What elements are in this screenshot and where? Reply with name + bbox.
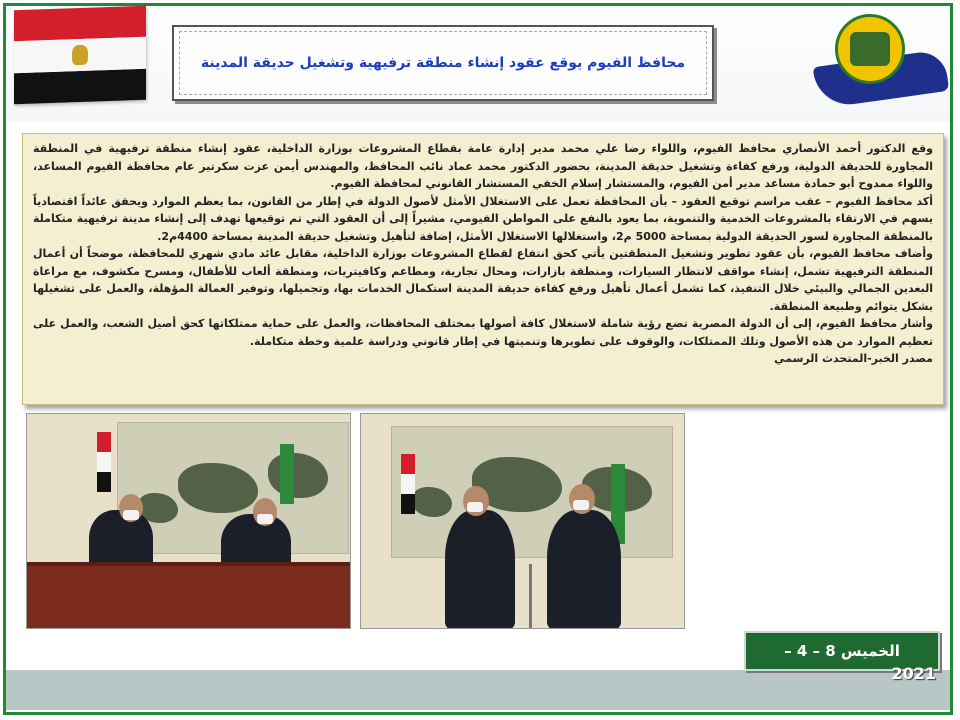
footer-band: [6, 670, 950, 710]
flag-left: [97, 432, 111, 492]
person-right-2: [547, 510, 621, 629]
wall-map-2: [391, 426, 673, 558]
date-day: الخميس 8 – 4 –: [784, 642, 900, 660]
green-flag: [280, 444, 294, 504]
egypt-flag-icon: [14, 6, 146, 105]
page-title: محافظ الفيوم يوقع عقود إنشاء منطقة ترفيهية وتشغيل حديقة المدينة: [200, 55, 686, 71]
date-year: 2021: [891, 664, 936, 683]
handshake-photo: [360, 413, 685, 629]
article-panel: [22, 133, 944, 405]
desk: [27, 562, 350, 628]
article-paragraph-3: وأضاف محافظ الفيوم، بأن عقود تطوير وتشغيل المنطقتين يأتي كحق انتفاع لقطاع المشروعات بوزارة الداخلية، مقابل عائد مادي شهري للمحافظة، موضحاً أن أعمال المنطقة الترفيهية تشمل، إنشاء مواقف لانتظار السيارات، ومنطقة بازارات، ومحال تجارية، ومطاعم وكافيتريات، ومنطقة ألعاب للأطفال، ومسرح مكشوف، مع مراعاة البعدين الجمالي والبيئي خلال التنفيذ، كما تشمل أعمال تأهيل ورفع كفاءة حديقة المدينة استكمال الخدمات بها، وتجميلها، وتوفير العمالة المؤهلة، والعمل على تشغيلها بشكل يتوائم وطبيعة المنطقة.: [33, 247, 933, 313]
article-paragraph-4: وأشار محافظ الفيوم، إلى أن الدولة المصرية تضع رؤية شاملة لاستغلال كافة أصولها بمختلف المحافظات، والعمل على حماية ممتلكاتها كحق أصيل الشعب، والعمل على تعظيم الموارد من هذه الأصول وتلك الممتلكات، والوقوف على تطويرها وتنميتها في إطار قانوني ودراسة علمية وخطة متكاملة.: [33, 317, 933, 348]
governorate-emblem-icon: [815, 10, 950, 110]
mask-left: [123, 510, 139, 520]
mask-right-2: [573, 500, 589, 510]
person-left-2: [445, 510, 515, 629]
title-box: [172, 25, 714, 101]
mask-right: [257, 514, 273, 524]
emblem-circle: [835, 14, 905, 84]
flag-left-2: [401, 454, 415, 514]
article-source: مصدر الخبر-المتحدث الرسمي: [774, 352, 933, 365]
desk-flag-pole: [529, 564, 532, 629]
signing-photo: [26, 413, 351, 629]
article-paragraph-1: وقع الدكتور أحمد الأنصاري محافظ الفيوم، واللواء رضا علي محمد مدير إدارة عامة بقطاع المشروعات بوزارة الداخلية، عقود إنشاء منطقة ترفيهية في المنطقة المجاورة للحديقة الدولية، ورفع كفاءة وتشغيل حديقة المدينة، بحضور الدكتور محمد عماد نائب المحافظ، والمهندس أيمن عزت سكرتير عام محافظة الفيوم المساعد، واللواء ممدوح أبو حمادة مساعد مدير أمن الفيوم، والمستشار إسلام الخفي المستشار القانوني لمحافظة الفيوم.: [33, 142, 933, 190]
article-paragraph-2: أكد محافظ الفيوم – عقب مراسم توقيع العقود – بأن المحافظة تعمل على الاستغلال الأمثل لأصول الدولة في إطار من القانون، بما يعظم الموارد ويحقق عائداً اقتصادياً يسهم في الارتقاء بالمشروعات الخدمية والتنموية، بما يعود بالنفع على المواطن الفيومي، مشيراً إلى أن العقود التي تم توقيعها تهدف إلى إنشاء مدينة ترفيهية متكاملة بالمنطقة المجاورة لسور الحديقة الدولية بمساحة 5000 م2، واستغلالها الاستغلال الأمثل، إضافة لتأهيل وتشغيل حديقة المدينة بمساحة 4400م2.: [33, 194, 933, 243]
mask-left-2: [467, 502, 483, 512]
emblem-core-icon: [850, 32, 890, 66]
